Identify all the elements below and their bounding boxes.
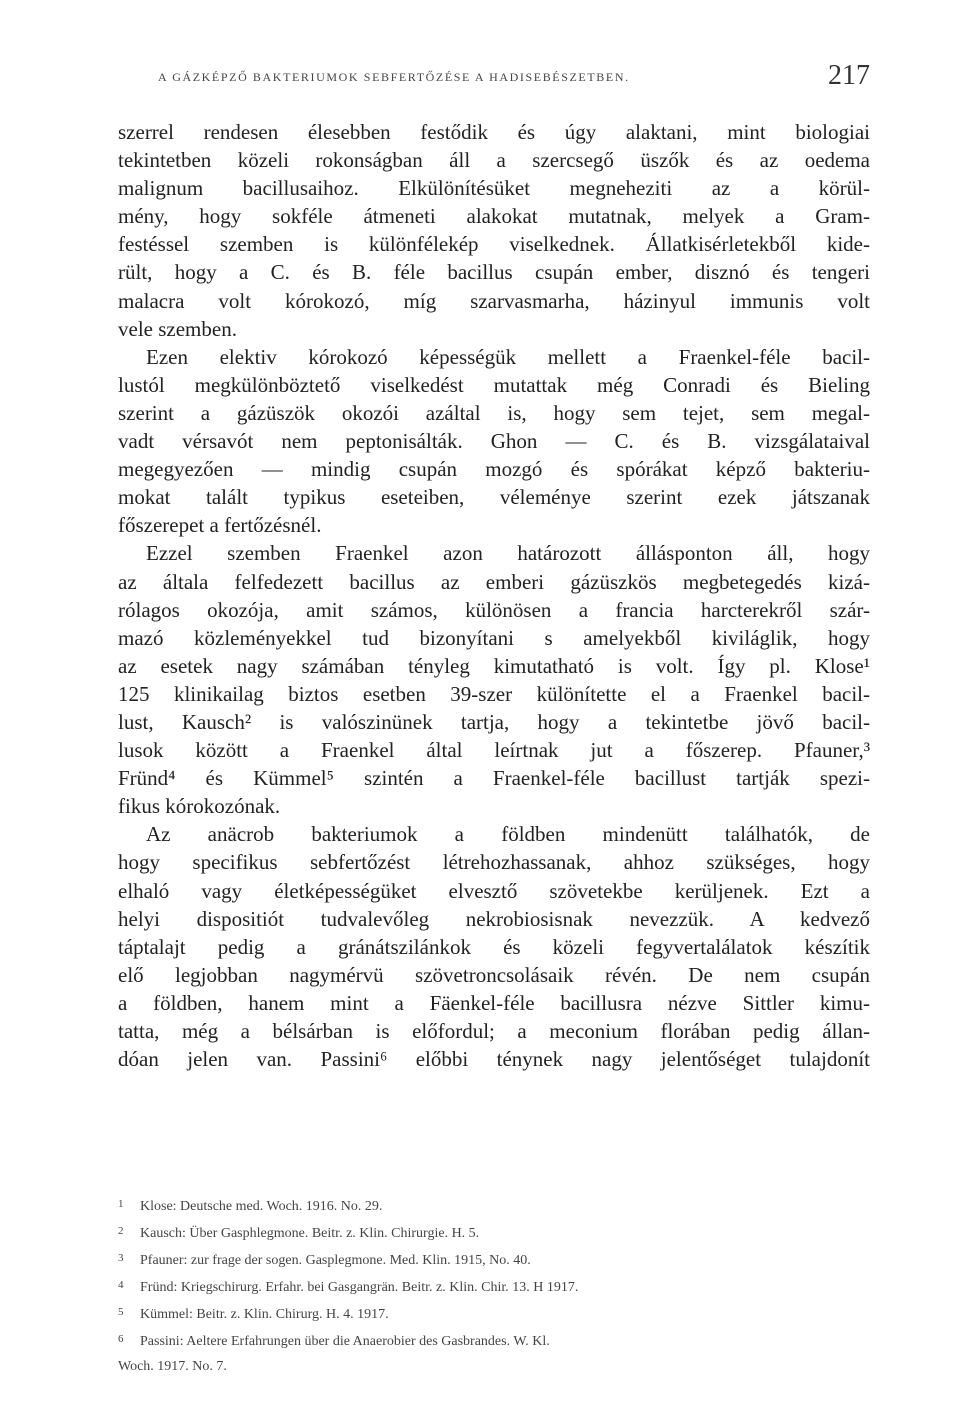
text-line: lust, Kausch² is valószinünek tartja, hogy a tekintetbe jövő bacil- [118, 709, 870, 734]
body-text [118, 118, 870, 1073]
text-line: az általa felfedezett bacillus az emberi gázüszkös megbetegedés kizá- [118, 569, 870, 594]
text-line: megegyezően — mindig csupán mozgó és spórákat képző bakteriu- [118, 457, 870, 482]
text-line: mokat talált typikus eseteiben, véleménye szerint ezek játszanak [118, 485, 870, 510]
text-line: mazó közleményekkel tud bizonyítani s amelyekből kiviláglik, hogy [118, 625, 870, 650]
text-line: tatta, még a bélsárban is előfordul; a meconium florában pedig állan- [118, 1019, 870, 1043]
text-line: lustól megkülönböztető viselkedést mutattak még Conradi és Bieling [118, 372, 870, 397]
footnote-mark: 2 [118, 1225, 124, 1237]
text-line: helyi dispositiót tudvalevőleg nekrobiosisnak nevezzük. A kedvező [118, 906, 870, 931]
text-line: hogy specifikus sebfertőzést létrehozhassanak, ahhoz szükséges, hogy [118, 850, 870, 875]
page-number: 217 [828, 60, 870, 91]
footnote-text: Fründ: Kriegschirurg. Erfahr. bei Gasgangrän. Beitr. z. Klin. Chir. 13. H 1917. [140, 1280, 579, 1295]
footnote-text: Passini: Aeltere Erfahrungen über die Anaerobier des Gasbrandes. W. Kl. [140, 1334, 550, 1349]
text-line: Ezzel szemben Fraenkel azon határozott állásponton áll, hogy [146, 541, 870, 566]
text-line: szerint a gázüszök okozói azáltal is, hogy sem tejet, sem megal- [118, 400, 870, 425]
text-line: rült, hogy a C. és B. féle bacillus csupán ember, disznó és tengeri [118, 260, 870, 285]
text-line: vele szemben. [118, 316, 237, 341]
footnote-mark: 1 [118, 1198, 124, 1210]
footnote [118, 1245, 870, 1272]
running-title: A GÁZKÉPZŐ BAKTERIUMOK SEBFERTŐZÉSE A HADISEBÉSZETBEN. [158, 70, 630, 84]
text-line: mény, hogy sokféle átmeneti alakokat mutatnak, melyek a Gram- [118, 204, 870, 229]
text-line: Fründ⁴ és Kümmel⁵ szintén a Fraenkel-féle bacillust tartják spezi- [118, 766, 870, 791]
footnote-text: Pfauner: zur frage der sogen. Gasplegmone. Med. Klin. 1915, No. 40. [140, 1253, 531, 1268]
footnote-text: Kausch: Über Gasphlegmone. Beitr. z. Klin. Chirurgie. H. 5. [140, 1226, 480, 1241]
footnote-text: Kümmel: Beitr. z. Klin. Chirurg. H. 4. 1917. [140, 1307, 389, 1322]
footnote-mark: 5 [118, 1306, 124, 1318]
text-line: a földben, hanem mint a Fäenkel-féle bacillusra nézve Sittler kimu- [118, 990, 870, 1015]
footnotes [118, 1191, 870, 1380]
text-line: szerrel rendesen élesebben festődik és úgy alaktani, mint biologiai [118, 120, 870, 144]
text-line: az esetek nagy számában tényleg kimutatható is volt. Így pl. Klose¹ [118, 653, 870, 678]
text-line: malacra volt kórokozó, míg szarvasmarha, házinyul immunis volt [118, 288, 870, 313]
footnote [118, 1326, 870, 1353]
text-line: dóan jelen van. Passini⁶ előbbi ténynek nagy jelentőséget tulajdonít [118, 1047, 870, 1072]
text-line: rólagos okozója, amit számos, különösen a francia harcterekről szár- [118, 597, 870, 622]
footnote-continuation [118, 1353, 870, 1380]
text-line: tekintetben közeli rokonságban áll a szercsegő üszők és az oedema [118, 148, 870, 173]
text-line: Az anäcrob bakteriumok a földben mindenütt találhatók, de [146, 822, 870, 847]
text-line: fikus kórokozónak. [118, 794, 281, 819]
text-line: táptalajt pedig a gránátszilánkok és közeli fegyvertalálatok készítik [118, 934, 870, 959]
footnote-text: Woch. 1917. No. 7. [118, 1359, 227, 1374]
text-line: Ezen elektiv kórokozó képességük mellett a Fraenkel-féle bacil- [146, 344, 870, 369]
text-line: elő legjobban nagymérvü szövetroncsolásaik révén. De nem csupán [118, 962, 870, 987]
text-line: vadt vérsavót nem peptonisálták. Ghon — C. és B. vizsgálataival [118, 429, 870, 454]
footnote [118, 1218, 870, 1245]
text-line: lusok között a Fraenkel által leírtnak jut a főszerep. Pfauner,³ [118, 738, 870, 763]
footnote-mark: 4 [118, 1279, 124, 1291]
text-line: malignum bacillusaihoz. Elkülönítésüket megneheziti az a körül- [118, 176, 870, 201]
text-line: 125 klinikailag biztos esetben 39-szer különítette el a Fraenkel bacil- [118, 681, 870, 706]
footnote-text: Klose: Deutsche med. Woch. 1916. No. 29. [140, 1199, 383, 1214]
text-line: elhaló vagy életképességüket elvesztő szövetekbe kerüljenek. Ezt a [118, 878, 870, 903]
footnote [118, 1191, 870, 1218]
footnote [118, 1272, 870, 1299]
text-line: főszerepet a fertőzésnél. [118, 513, 322, 538]
page-header [118, 60, 870, 96]
footnote-mark: 3 [118, 1252, 124, 1264]
text-line: festéssel szemben is különfélekép viselkednek. Állatkisérletekből kide- [118, 232, 870, 257]
footnote [118, 1299, 870, 1326]
footnote-mark: 6 [118, 1333, 124, 1345]
